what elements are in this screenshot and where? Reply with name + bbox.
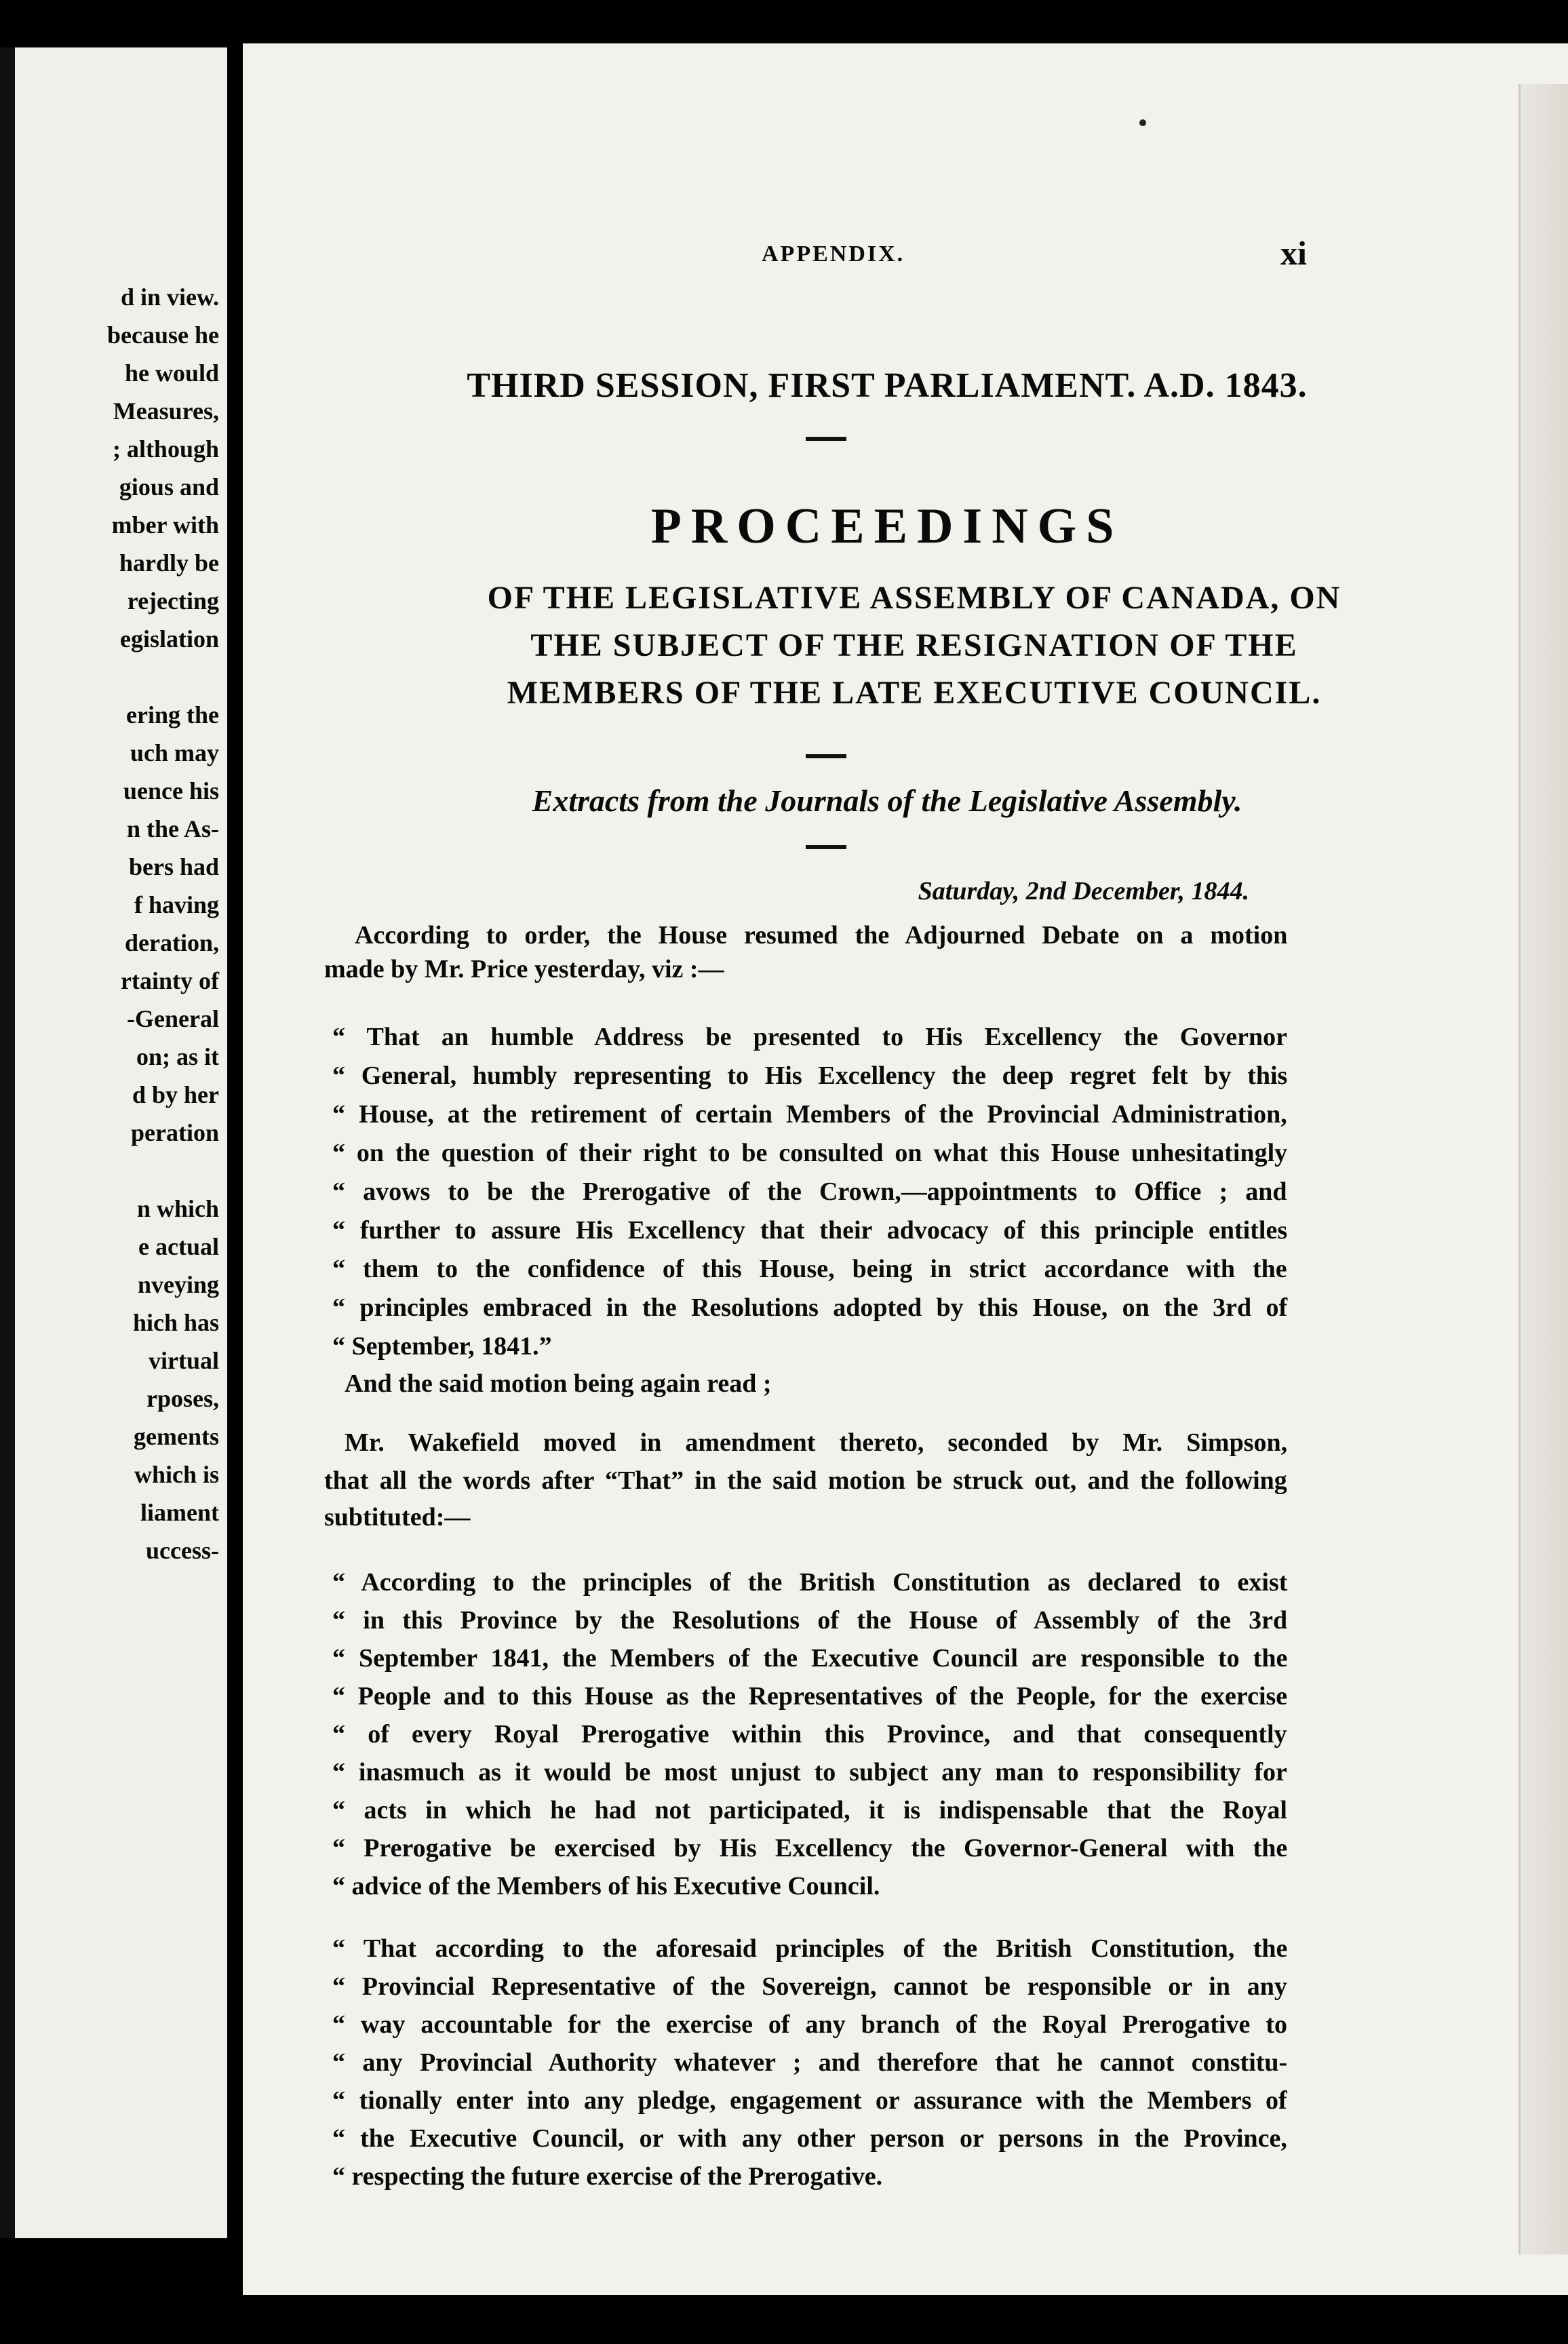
subtitle-line: THE SUBJECT OF THE RESIGNATION OF THE xyxy=(530,627,1298,663)
left-line: which is xyxy=(134,1461,219,1488)
text-line: “ in this Province by the Resolutions of the House of Assembly of the 3rd xyxy=(332,1606,1288,1635)
left-line: hardly be xyxy=(119,549,219,577)
left-line: peration xyxy=(131,1119,219,1146)
text-line: “ acts in which he had not participated, it is indispensable that the Royal xyxy=(332,1796,1287,1824)
subtitle-line: MEMBERS OF THE LATE EXECUTIVE COUNCIL. xyxy=(507,675,1322,711)
running-header: APPENDIX. xyxy=(762,241,905,267)
text-line: subtituted:— xyxy=(324,1503,471,1531)
left-line: d by her xyxy=(132,1081,219,1108)
left-line: uence his xyxy=(123,777,219,804)
text-line: “ tionally enter into any pledge, engagement or assurance with the Members of xyxy=(332,2086,1287,2115)
page-edge xyxy=(1518,84,1568,2254)
left-line: he would xyxy=(124,359,219,387)
speck-mark xyxy=(1139,119,1146,126)
proceedings-title: PROCEEDINGS xyxy=(650,499,1124,554)
left-line: n which xyxy=(136,1195,219,1222)
text-line: “ further to assure His Excellency that their advocacy of this principle entitles xyxy=(332,1216,1288,1245)
text-line: “ inasmuch as it would be most unjust to subject any man to responsibility for xyxy=(332,1758,1287,1786)
right-page xyxy=(243,43,1568,2295)
section-dash xyxy=(806,437,846,441)
text-line: “ any Provincial Authority whatever ; and therefore that he cannot constitu- xyxy=(332,2048,1288,2077)
text-line: “ respecting the future exercise of the Prerogative. xyxy=(332,2162,883,2191)
text-line: “ them to the confidence of this House, being in strict accordance with the xyxy=(332,1255,1287,1283)
left-line: gious and xyxy=(119,473,219,501)
left-line: rejecting xyxy=(127,587,219,614)
text-line: “ principles embraced in the Resolutions adopted by this House, on the 3rd of xyxy=(332,1293,1288,1322)
left-line: egislation xyxy=(119,625,219,652)
extracts-heading: Extracts from the Journals of the Legislative Assembly. xyxy=(532,783,1242,818)
left-line: on; as it xyxy=(136,1043,219,1070)
left-line: bers had xyxy=(128,853,219,880)
text-line: Mr. Wakefield moved in amendment thereto, seconded by Mr. Simpson, xyxy=(345,1428,1288,1457)
left-line: liament xyxy=(140,1499,219,1526)
left-line: virtual xyxy=(149,1347,219,1374)
text-line: “ Prerogative be exercised by His Excellency the Governor-General with the xyxy=(332,1834,1288,1862)
page-gutter xyxy=(0,47,15,2238)
text-line: “ September 1841, the Members of the Executive Council are responsible to the xyxy=(332,1644,1288,1673)
left-line: Measures, xyxy=(113,397,219,425)
section-dash xyxy=(806,754,846,758)
left-line: because he xyxy=(107,321,219,349)
left-line: deration, xyxy=(125,929,219,956)
entry-date: Saturday, 2nd December, 1844. xyxy=(918,877,1249,905)
left-line: n the As- xyxy=(126,815,219,842)
text-line: “ Provincial Representative of the Sovereign, cannot be responsible or in any xyxy=(332,1972,1287,2001)
left-line: -General xyxy=(127,1005,219,1032)
text-line: “ General, humbly representing to His Excellency the deep regret felt by this xyxy=(332,1061,1288,1090)
subtitle-line: OF THE LEGISLATIVE ASSEMBLY OF CANADA, ON xyxy=(487,580,1341,616)
text-line: “ avows to be the Prerogative of the Crown,—appointments to Office ; and xyxy=(332,1177,1287,1206)
text-line: “ House, at the retirement of certain Members of the Provincial Administration, xyxy=(332,1100,1287,1129)
text-line: “ September, 1841.” xyxy=(332,1332,552,1361)
text-line: that all the words after “That” in the said motion be struck out, and the following xyxy=(324,1466,1287,1495)
left-line: d in view. xyxy=(120,284,219,311)
left-line: uch may xyxy=(130,739,219,766)
text-line: “ advice of the Members of his Executive Council. xyxy=(332,1872,880,1900)
text-line: And the said motion being again read ; xyxy=(345,1369,772,1398)
text-line: made by Mr. Price yesterday, viz :— xyxy=(324,955,724,983)
text-line: According to order, the House resumed the Adjourned Debate on a motion xyxy=(355,921,1288,950)
text-line: “ the Executive Council, or with any other person or persons in the Province, xyxy=(332,2124,1287,2153)
text-line: “ People and to this House as the Representatives of the People, for the exercise xyxy=(332,1682,1288,1711)
text-line: “ way accountable for the exercise of any branch of the Royal Prerogative to xyxy=(332,2010,1288,2039)
left-line: mber with xyxy=(111,511,219,539)
text-line: “ That according to the aforesaid principles of the British Constitution, the xyxy=(332,1934,1288,1963)
text-line: “ of every Royal Prerogative within this Province, and that consequently xyxy=(332,1720,1287,1749)
left-line: nveying xyxy=(137,1271,219,1298)
left-line: f having xyxy=(134,891,219,918)
left-line: rposes, xyxy=(146,1385,219,1412)
page-number: xi xyxy=(1280,234,1307,272)
text-line: “ on the question of their right to be consulted on what this House unhesitatingly xyxy=(332,1139,1288,1167)
left-line: uccess- xyxy=(146,1537,219,1564)
section-dash xyxy=(806,845,846,849)
left-line: e actual xyxy=(138,1233,219,1260)
text-line: “ That an humble Address be presented to His Excellency the Governor xyxy=(332,1023,1288,1051)
left-page xyxy=(0,47,227,2238)
left-line: gements xyxy=(134,1423,219,1450)
session-heading: THIRD SESSION, FIRST PARLIAMENT. A.D. 1843. xyxy=(467,366,1308,405)
text-line: “ According to the principles of the British Constitution as declared to exist xyxy=(332,1568,1288,1597)
left-line: hich has xyxy=(132,1309,219,1336)
left-line: rtainty of xyxy=(121,967,219,994)
left-line: ering the xyxy=(126,701,219,728)
left-line: ; although xyxy=(112,435,219,463)
